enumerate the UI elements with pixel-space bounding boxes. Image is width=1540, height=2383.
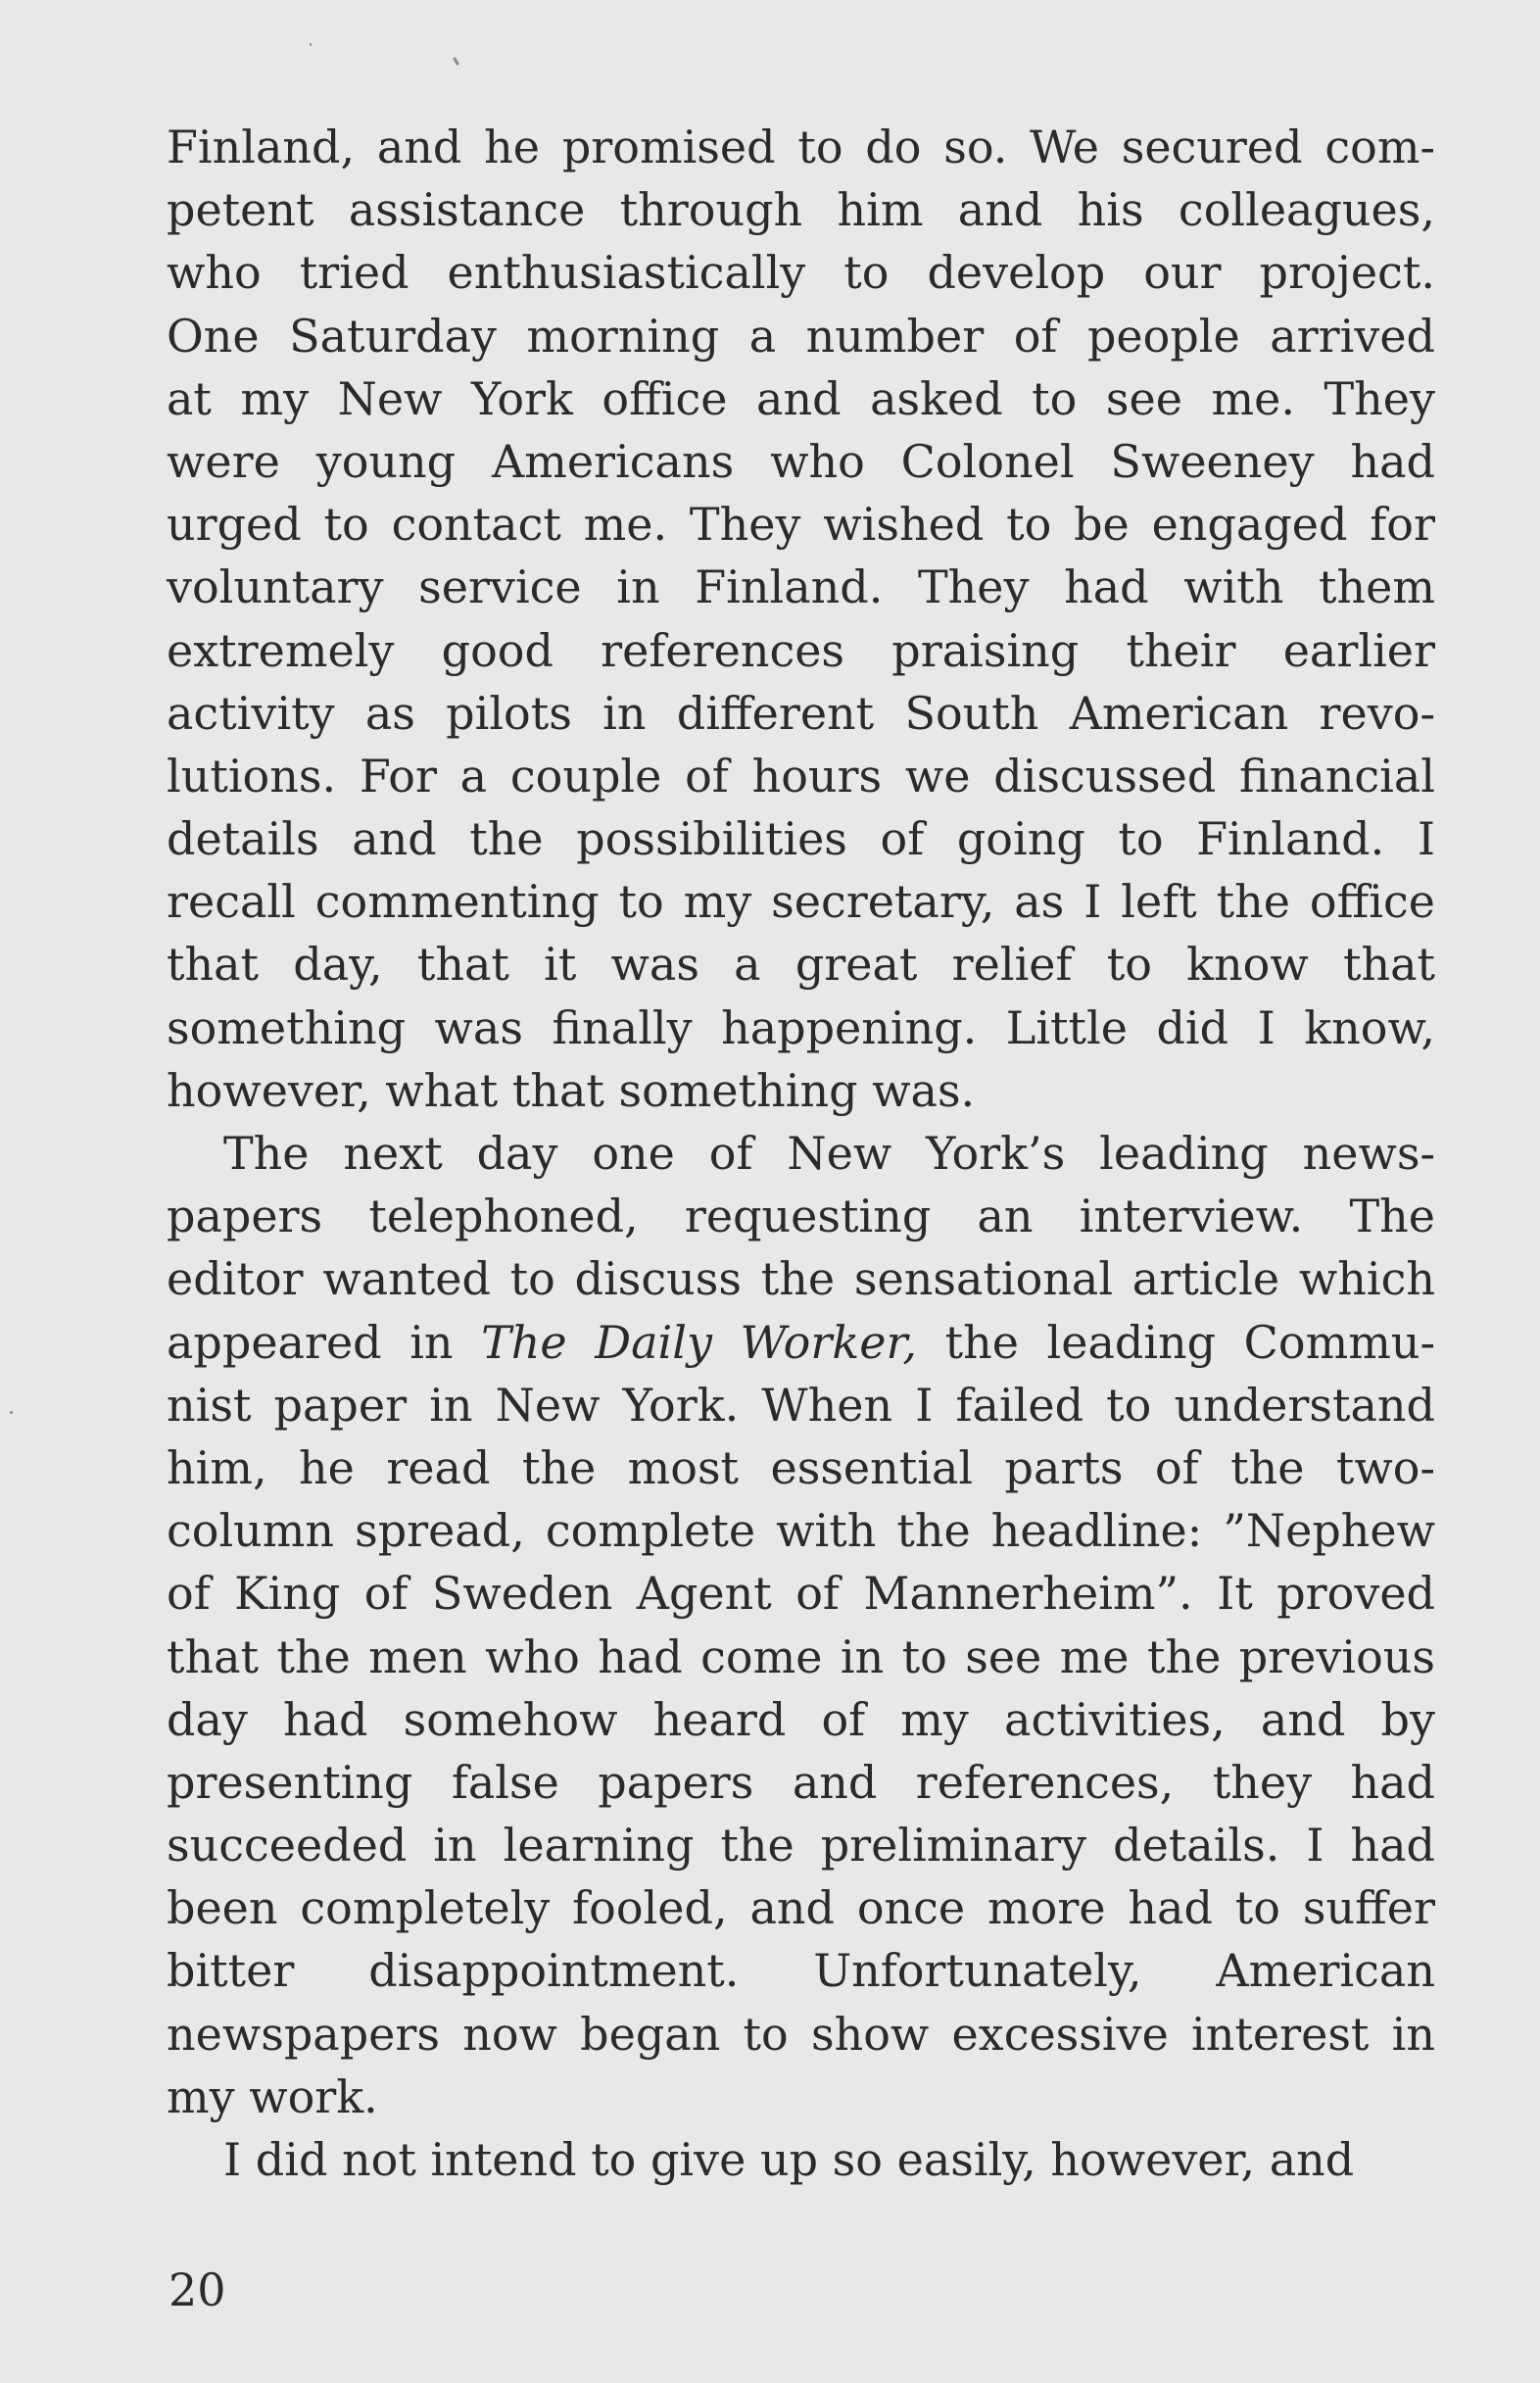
text-line: papers telephoned, requesting an interview. The — [167, 1190, 1435, 1243]
text-line: that day, that it was a great relief to know that — [167, 938, 1435, 992]
text-line: bitter disappointment. Unfortunately, American — [167, 1944, 1435, 1998]
text-line — [167, 1311, 1435, 1374]
text-segment: the leading Commu- — [917, 1315, 1435, 1369]
text-line: One Saturday morning a number of people arrived — [167, 309, 1435, 363]
text-line: at my New York office and asked to see me. They — [167, 371, 1435, 425]
text-line: nist paper in New York. When I failed to understand — [167, 1378, 1435, 1432]
text-line: voluntary service in Finland. They had with them — [167, 560, 1435, 614]
text-line: lutions. For a couple of hours we discussed financial — [167, 749, 1435, 802]
paper-speck — [310, 43, 312, 46]
body-text — [167, 116, 1435, 2191]
paper-speck — [10, 1411, 13, 1414]
text-line: details and the possibilities of going to Finland. I — [167, 812, 1435, 866]
text-line: newspapers now began to show excessive interest in — [167, 2007, 1435, 2061]
text-line: presenting false papers and references, they had — [167, 1755, 1435, 1809]
text-line: column spread, complete with the headline: ”Nephew — [167, 1504, 1435, 1558]
text-line: urged to contact me. They wished to be engaged for — [167, 498, 1435, 552]
text-line: my work. — [167, 2069, 378, 2123]
text-line: The next day one of New York’s leading news- — [223, 1127, 1435, 1180]
paper-speck — [453, 57, 459, 66]
text-line: day had somehow heard of my activities, and by — [167, 1692, 1435, 1746]
text-line: that the men who had come in to see me the previous — [167, 1629, 1435, 1683]
text-line: who tried enthusiastically to develop our project. — [167, 246, 1435, 300]
text-line: something was finally happening. Little did I know, — [167, 1000, 1435, 1054]
text-line: of King of Sweden Agent of Mannerheim”. It proved — [167, 1567, 1435, 1621]
text-line: extremely good references praising their earlier — [167, 623, 1435, 677]
text-line: editor wanted to discuss the sensational article which — [167, 1252, 1435, 1306]
text-line: succeeded in learning the preliminary details. I had — [167, 1819, 1435, 1872]
text-line: him, he read the most essential parts of the two- — [167, 1440, 1435, 1494]
text-segment: appeared in — [167, 1315, 482, 1369]
newspaper-title: The Daily Worker, — [481, 1315, 918, 1369]
text-line: I did not intend to give up so easily, however, and — [223, 2133, 1355, 2186]
text-line: activity as pilots in different South American revo- — [167, 686, 1435, 740]
text-line: been completely fooled, and once more had to suffer — [167, 1881, 1435, 1935]
text-line: petent assistance through him and his colleagues, — [167, 183, 1435, 237]
text-line: Finland, and he promised to do so. We secured com- — [167, 121, 1435, 173]
text-line: however, what that something was. — [167, 1063, 976, 1117]
text-line: were young Americans who Colonel Sweeney had — [167, 434, 1435, 488]
page-number: 20 — [168, 2263, 226, 2316]
text-line: recall commenting to my secretary, as I left the office — [167, 875, 1435, 929]
